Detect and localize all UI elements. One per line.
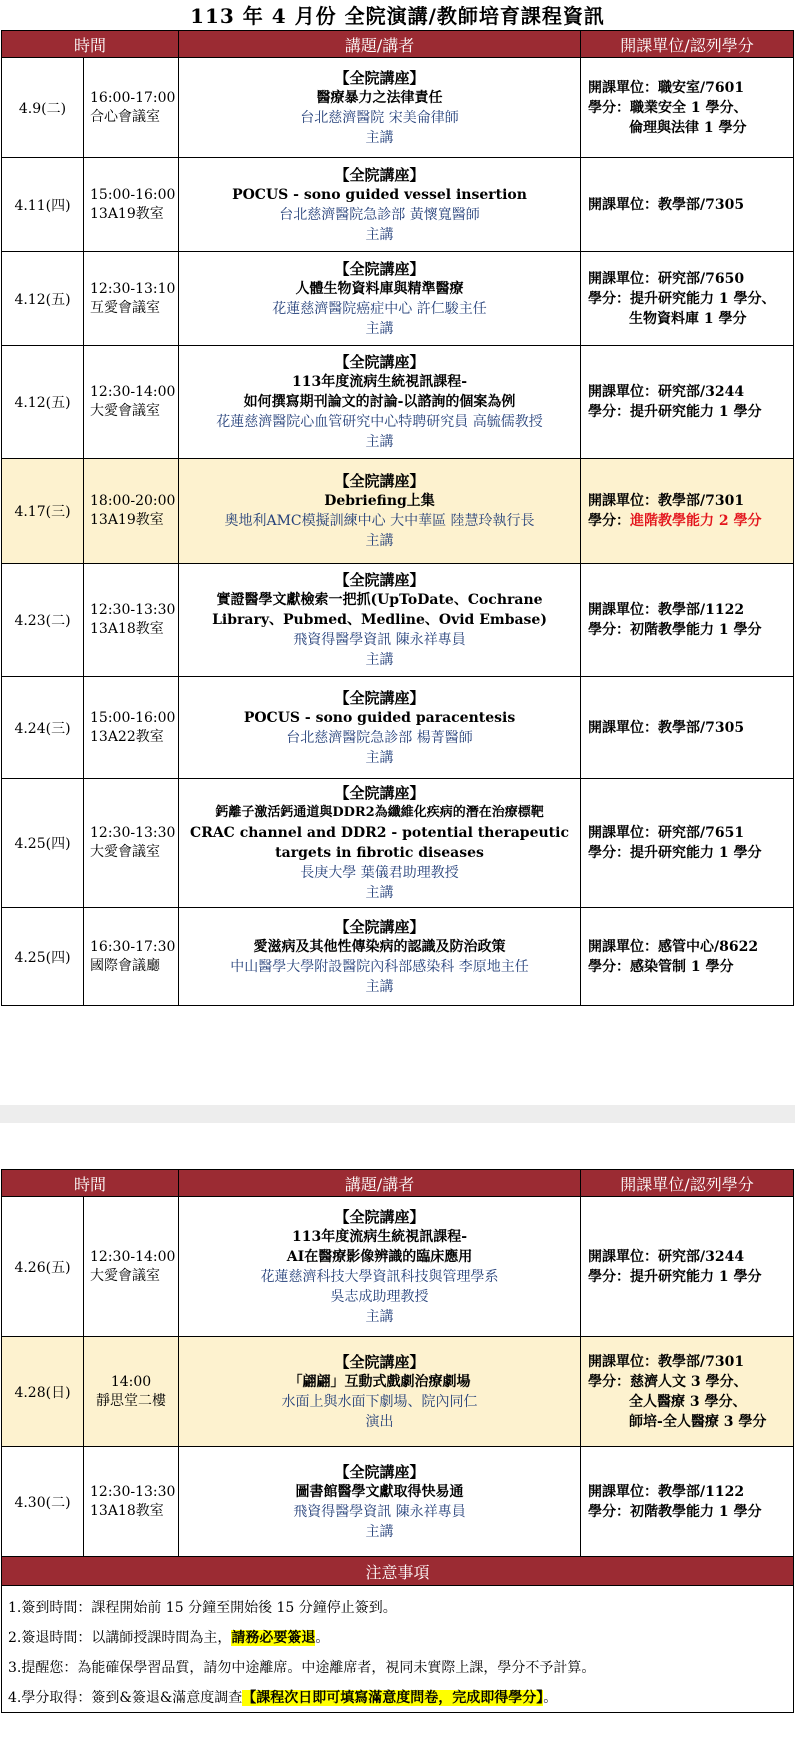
row-date: 4.28(日) — [2, 1337, 84, 1447]
row-time: 16:00-17:00 合心會議室 — [84, 58, 179, 158]
header-unit: 開課單位/認列學分 — [581, 31, 794, 58]
page-title: 113 年 4 月份 全院演講/教師培育課程資訊 — [190, 4, 605, 28]
row-date: 4.24(三) — [2, 677, 84, 779]
note-2: 2.簽退時間：以講師授課時間為主，請務必要簽退。 — [2, 1622, 794, 1652]
row-topic: 【全院講座】 愛滋病及其他性傳染病的認識及防治政策 中山醫學大學附設醫院內科部感染科 李原地主任 主講 — [179, 908, 581, 1006]
row-topic: 【全院講座】 113年度流病生統視訊課程- AI在醫療影像辨識的臨床應用 花蓮慈濟科技大學資訊科技與管理學系 吳志成助理教授 主講 — [179, 1197, 581, 1337]
row-date: 4.9(二) — [2, 58, 84, 158]
row-topic: 【全院講座】 POCUS - sono guided paracentesis 台北慈濟醫院急診部 楊菁醫師 主講 — [179, 677, 581, 779]
credit-highlight: 進階教學能力 2 學分 — [630, 513, 762, 529]
row-time: 18:00-20:00 13A19教室 — [84, 459, 179, 564]
page-gap — [0, 1105, 795, 1123]
table-row-highlight — [2, 459, 794, 564]
row-unit: 開課單位：教學部/1122 學分：初階教學能力 1 學分 — [581, 564, 794, 677]
row-topic: 【全院講座】 Debriefing上集 奧地利AMC模擬訓練中心 大中華區 陸慧玲執行長 主講 — [179, 459, 581, 564]
row-unit: 開課單位：研究部/7650 學分：提升研究能力 1 學分、 生物資料庫 1 學分 — [581, 252, 794, 346]
table-row — [2, 1447, 794, 1557]
header-time: 時間 — [2, 1170, 179, 1197]
note-4: 4.學分取得：簽到&簽退&滿意度調查【課程次日即可填寫滿意度問卷，完成即得學分】。 — [2, 1682, 794, 1713]
row-time: 15:00-16:00 13A22教室 — [84, 677, 179, 779]
note-3: 3.提醒您：為能確保學習品質，請勿中途離席。中途離席者，視同未實際上課，學分不予計算。 — [2, 1652, 794, 1682]
row-time: 12:30-14:00 大愛會議室 — [84, 1197, 179, 1337]
header-topic: 講題/講者 — [179, 1170, 581, 1197]
row-time: 12:30-13:30 13A18教室 — [84, 1447, 179, 1557]
row-topic: 【全院講座】 實證醫學文獻檢索一把抓(UpToDate、Cochrane Library、Pubmed、Medline、Ovid Embase) 飛資得醫學資訊 陳永祥專員 主講 — [179, 564, 581, 677]
schedule-table-1 — [1, 30, 794, 1006]
table-row — [2, 252, 794, 346]
table-row — [2, 564, 794, 677]
row-date: 4.12(五) — [2, 346, 84, 459]
note-item — [2, 1622, 794, 1652]
row-topic: 【全院講座】 人體生物資料庫與精準醫療 花蓮慈濟醫院癌症中心 許仁駿主任 主講 — [179, 252, 581, 346]
header-time: 時間 — [2, 31, 179, 58]
note-1: 1.簽到時間：課程開始前 15 分鐘至開始後 15 分鐘停止簽到。 — [2, 1586, 794, 1623]
header-topic: 講題/講者 — [179, 31, 581, 58]
row-topic: 【全院講座】 POCUS - sono guided vessel insertion 台北慈濟醫院急診部 黃懷寬醫師 主講 — [179, 158, 581, 252]
row-time: 12:30-13:30 大愛會議室 — [84, 779, 179, 908]
notes-header — [2, 1557, 794, 1586]
notes-heading: 注意事項 — [2, 1557, 794, 1586]
table-row-highlight — [2, 1337, 794, 1447]
row-unit: 開課單位：教學部/7305 — [581, 158, 794, 252]
row-time: 14:00 靜思堂二樓 — [84, 1337, 179, 1447]
row-time: 12:30-13:10 互愛會議室 — [84, 252, 179, 346]
table-header — [2, 31, 794, 58]
row-unit: 開課單位：研究部/7651 學分：提升研究能力 1 學分 — [581, 779, 794, 908]
row-date: 4.30(二) — [2, 1447, 84, 1557]
note-item — [2, 1652, 794, 1682]
table-row — [2, 1197, 794, 1337]
note-2-marker: 請務必要簽退 — [231, 1630, 316, 1646]
row-topic: 【全院講座】 113年度流病生統視訊課程- 如何撰寫期刊論文的討論-以諮詢的個案為例 花蓮慈濟醫院心血管研究中心特聘研究員 高毓儒教授 主講 — [179, 346, 581, 459]
schedule-table-2 — [1, 1169, 794, 1713]
table-row — [2, 779, 794, 908]
page-2 — [0, 1123, 795, 1740]
row-time: 12:30-13:30 13A18教室 — [84, 564, 179, 677]
row-unit: 開課單位：研究部/3244 學分：提升研究能力 1 學分 — [581, 346, 794, 459]
table-row — [2, 346, 794, 459]
row-topic: 【全院講座】 圖書館醫學文獻取得快易通 飛資得醫學資訊 陳永祥專員 主講 — [179, 1447, 581, 1557]
row-unit: 開課單位：教學部/1122 學分：初階教學能力 1 學分 — [581, 1447, 794, 1557]
table-header — [2, 1170, 794, 1197]
row-date: 4.17(三) — [2, 459, 84, 564]
row-unit: 開課單位：研究部/3244 學分：提升研究能力 1 學分 — [581, 1197, 794, 1337]
table-row — [2, 58, 794, 158]
row-date: 4.11(四) — [2, 158, 84, 252]
row-date: 4.26(五) — [2, 1197, 84, 1337]
header-unit: 開課單位/認列學分 — [581, 1170, 794, 1197]
row-date: 4.25(四) — [2, 779, 84, 908]
row-time: 16:30-17:30 國際會議廳 — [84, 908, 179, 1006]
row-topic: 【全院講座】 醫療暴力之法律責任 台北慈濟醫院 宋美侖律師 主講 — [179, 58, 581, 158]
note-4-marker: 【課程次日即可填寫滿意度問卷，完成即得學分】 — [242, 1690, 544, 1706]
row-unit: 開課單位：教學部/7305 — [581, 677, 794, 779]
row-time: 15:00-16:00 13A19教室 — [84, 158, 179, 252]
row-date: 4.23(二) — [2, 564, 84, 677]
row-topic: 【全院講座】 「翩翩」互動式戲劇治療劇場 水面上與水面下劇場、院內同仁 演出 — [179, 1337, 581, 1447]
table-row — [2, 677, 794, 779]
table-row — [2, 158, 794, 252]
note-item — [2, 1682, 794, 1713]
row-topic: 【全院講座】 鈣離子激活鈣通道與DDR2為纖維化疾病的潛在治療標靶 CRAC channel and DDR2 - potential therapeutic targets in fibrotic diseases 長庚大學 葉儀君助理教授 主講 — [179, 779, 581, 908]
table-row — [2, 908, 794, 1006]
row-unit: 開課單位：教學部/7301 學分：進階教學能力 2 學分 — [581, 459, 794, 564]
row-unit: 開課單位：職安室/7601 學分：職業安全 1 學分、 倫理與法律 1 學分 — [581, 58, 794, 158]
note-item — [2, 1586, 794, 1623]
row-unit: 開課單位：教學部/7301 學分：慈濟人文 3 學分、 全人醫療 3 學分、 師培-全人醫療 3 學分 — [581, 1337, 794, 1447]
row-date: 4.12(五) — [2, 252, 84, 346]
row-unit: 開課單位：感管中心/8622 學分：感染管制 1 學分 — [581, 908, 794, 1006]
row-date: 4.25(四) — [2, 908, 84, 1006]
row-time: 12:30-14:00 大愛會議室 — [84, 346, 179, 459]
